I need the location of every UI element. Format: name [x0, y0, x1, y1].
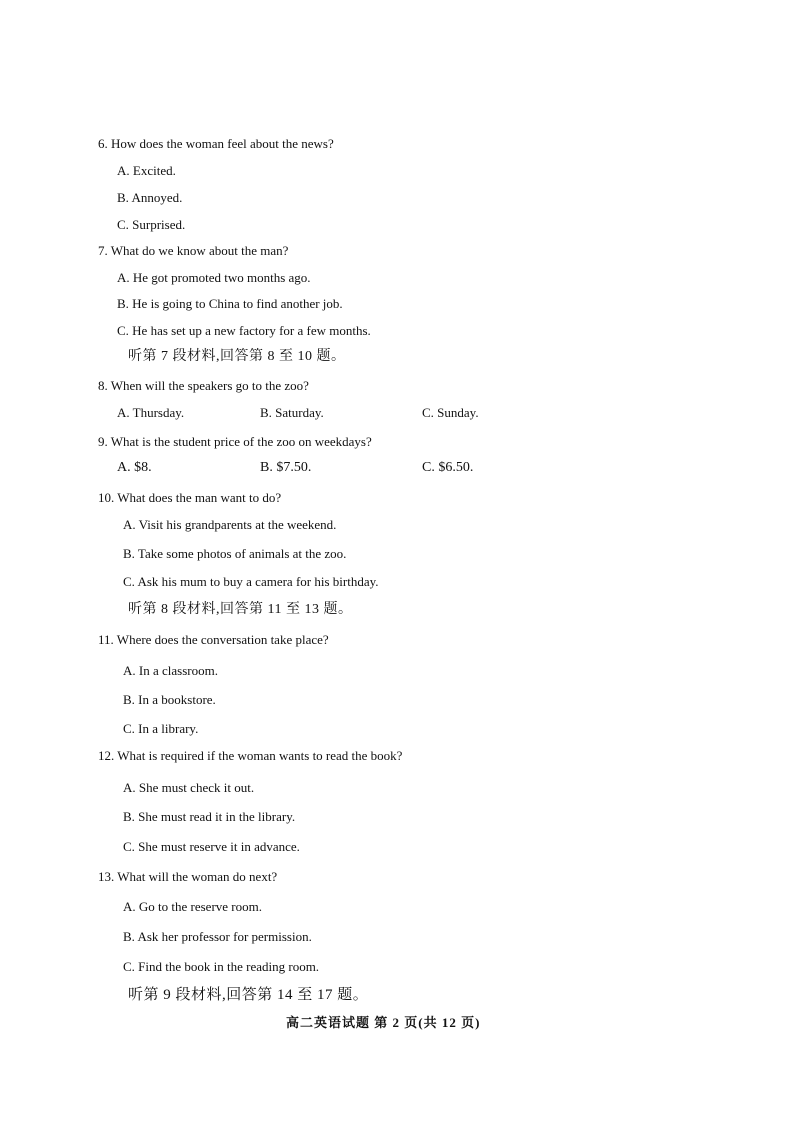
section-heading-9: 听第 9 段材料,回答第 14 至 17 题。 — [128, 987, 369, 1003]
option-8c: C. Sunday. — [422, 405, 479, 420]
question-number: 13. — [98, 869, 115, 884]
question-number: 12. — [98, 748, 115, 763]
option-13c: C. Find the book in the reading room. — [123, 959, 320, 974]
question-number: 8. — [98, 378, 108, 393]
question-stem: What do we know about the man? — [110, 243, 289, 258]
option-13b: B. Ask her professor for permission. — [123, 929, 312, 944]
option-9a: A. $8. — [117, 460, 152, 475]
question-11 — [98, 632, 329, 648]
option-11a: A. In a classroom. — [123, 663, 218, 678]
section-heading-7: 听第 7 段材料,回答第 8 至 10 题。 — [128, 349, 346, 364]
option-6a: A. Excited. — [117, 163, 176, 178]
question-12 — [98, 748, 402, 764]
question-stem: Where does the conversation take place? — [116, 632, 329, 647]
option-12c: C. She must reserve it in advance. — [123, 839, 300, 854]
question-number: 10. — [98, 490, 115, 505]
question-number: 6. — [98, 136, 108, 151]
option-12b: B. She must read it in the library. — [123, 809, 296, 824]
question-stem: What does the man want to do? — [117, 490, 282, 505]
option-6c: C. Surprised. — [117, 217, 186, 232]
option-10b: B. Take some photos of animals at the zoo. — [123, 546, 347, 561]
option-8b: B. Saturday. — [260, 405, 324, 420]
question-stem: How does the woman feel about the news? — [111, 136, 334, 151]
option-11b: B. In a bookstore. — [123, 692, 216, 707]
question-8 — [98, 378, 309, 394]
section-heading-8: 听第 8 段材料,回答第 11 至 13 题。 — [128, 602, 353, 617]
question-10 — [98, 490, 281, 506]
option-13a: A. Go to the reserve room. — [123, 899, 262, 914]
option-9b: B. $7.50. — [260, 460, 312, 475]
question-7 — [98, 243, 288, 259]
question-number: 11. — [98, 632, 114, 647]
option-10c: C. Ask his mum to buy a camera for his birthday. — [123, 574, 379, 589]
page-footer: 高二英语试题 第 2 页(共 12 页) — [286, 1015, 481, 1030]
question-stem: When will the speakers go to the zoo? — [110, 378, 309, 393]
option-11c: C. In a library. — [123, 721, 199, 736]
question-stem: What is required if the woman wants to read the book? — [117, 748, 403, 763]
question-number: 7. — [98, 243, 108, 258]
option-12a: A. She must check it out. — [123, 780, 255, 795]
question-6 — [98, 136, 334, 152]
option-10a: A. Visit his grandparents at the weekend. — [123, 517, 337, 532]
option-7a: A. He got promoted two months ago. — [117, 270, 311, 285]
question-13 — [98, 869, 277, 885]
option-6b: B. Annoyed. — [117, 190, 183, 205]
option-9c: C. $6.50. — [422, 460, 474, 475]
question-stem: What is the student price of the zoo on weekdays? — [110, 434, 372, 449]
option-7b: B. He is going to China to find another job. — [117, 296, 343, 311]
question-stem: What will the woman do next? — [117, 869, 278, 884]
question-number: 9. — [98, 434, 108, 449]
option-8a: A. Thursday. — [117, 405, 185, 420]
question-9 — [98, 434, 372, 450]
option-7c: C. He has set up a new factory for a few months. — [117, 323, 371, 338]
